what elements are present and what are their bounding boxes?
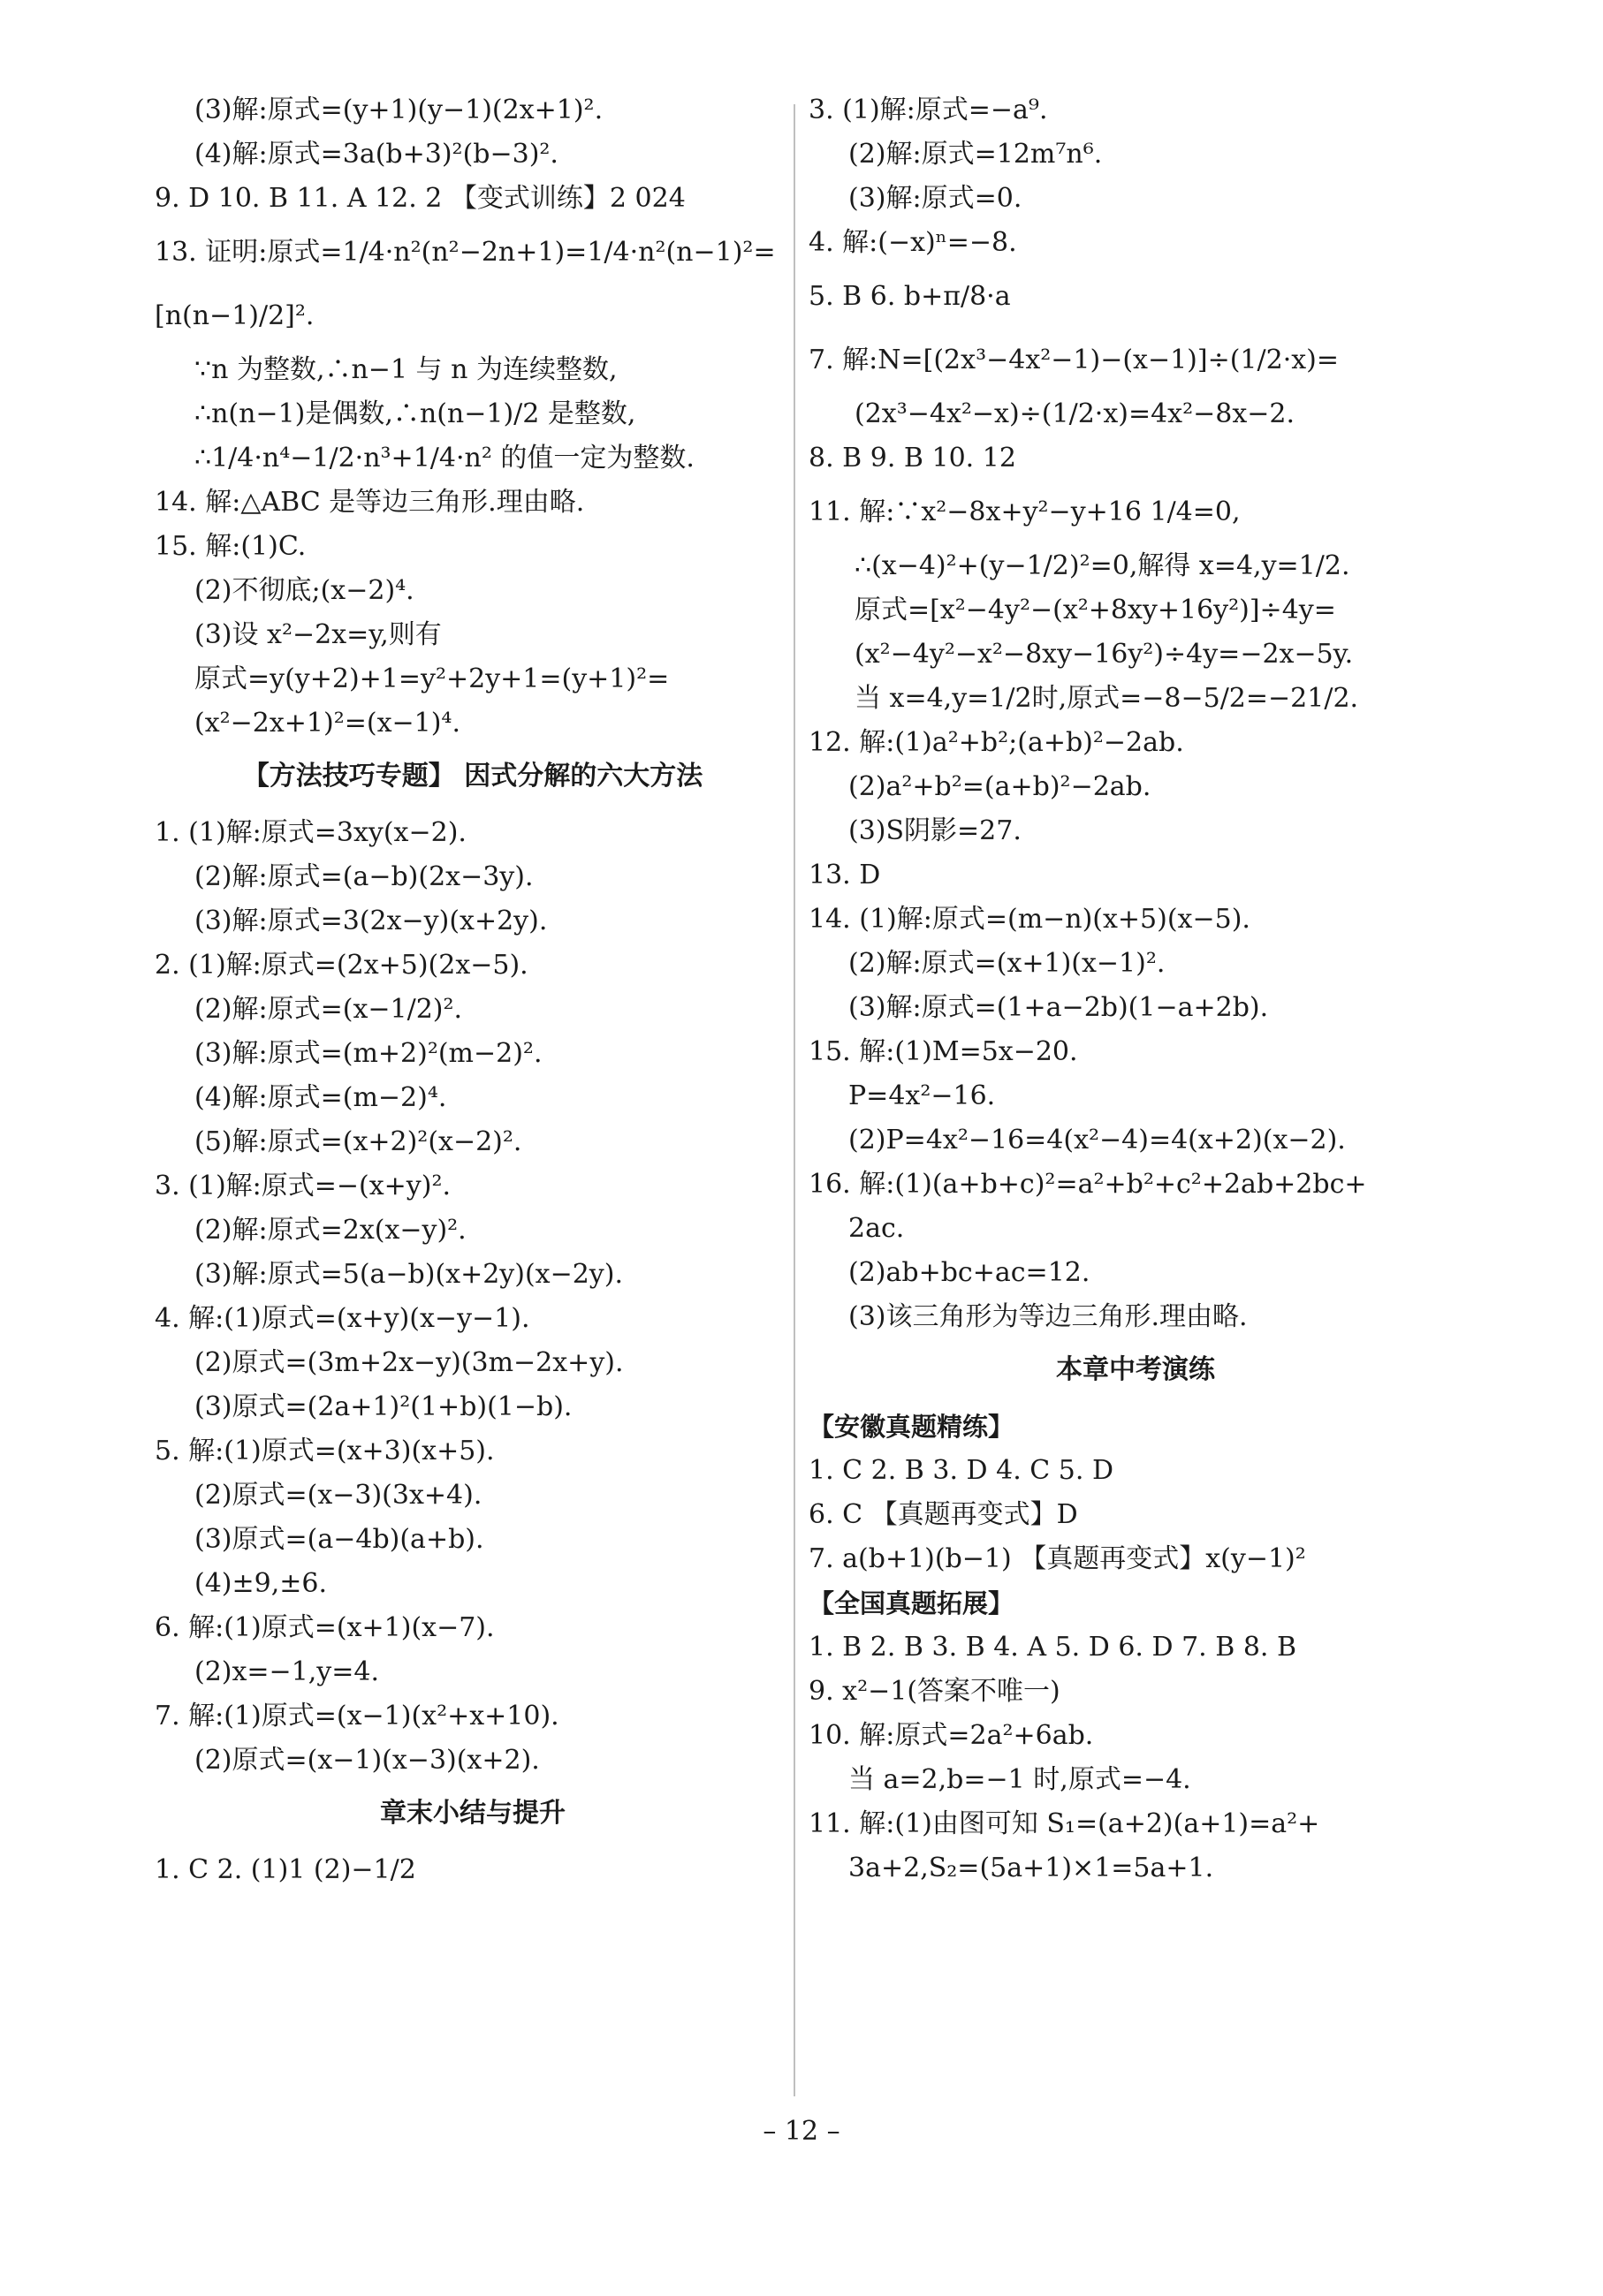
answer-line: ∴n(n−1)是偶数,∴n(n−1)/2 是整数,	[194, 398, 636, 429]
page-number: – 12 –	[763, 2116, 840, 2147]
answer-line: 3a+2,S₂=(5a+1)×1=5a+1.	[848, 1853, 1214, 1883]
answer-line: 10. 解:原式=2a²+6ab.	[809, 1720, 1094, 1751]
answer-line: (2)P=4x²−16=4(x²−4)=4(x+2)(x−2).	[848, 1125, 1346, 1156]
answer-line: [n(n−1)/2]².	[155, 300, 315, 331]
answer-line: (3)解:原式=(y+1)(y−1)(2x+1)².	[194, 95, 604, 125]
subsection-heading: 【安徽真题精练】	[809, 1412, 1014, 1442]
answer-line: (3)S阴影=27.	[848, 815, 1022, 846]
answer-line: 3. (1)解:原式=−(x+y)².	[155, 1171, 452, 1201]
answer-line: 7. 解:N=[(2x³−4x²−1)−(x−1)]÷(1/2·x)=	[809, 345, 1339, 375]
answer-line: 12. 解:(1)a²+b²;(a+b)²−2ab.	[809, 727, 1184, 758]
answer-line: (5)解:原式=(x+2)²(x−2)².	[194, 1126, 522, 1157]
answer-line: (3)解:原式=3(2x−y)(x+2y).	[194, 906, 548, 936]
answer-line: (4)解:原式=(m−2)⁴.	[194, 1082, 447, 1113]
answer-line: (3)解:原式=(m+2)²(m−2)².	[194, 1038, 543, 1069]
answer-line: ∵n 为整数,∴n−1 与 n 为连续整数,	[194, 354, 618, 385]
answer-line: (x²−2x+1)²=(x−1)⁴.	[194, 708, 460, 739]
answer-line: (2)原式=(x−3)(3x+4).	[194, 1480, 482, 1511]
answer-line: (3)解:原式=5(a−b)(x+2y)(x−2y).	[194, 1259, 623, 1290]
answer-line: 8. B 9. B 10. 12	[809, 443, 1016, 474]
answer-line: 9. x²−1(答案不唯一)	[809, 1676, 1060, 1707]
answer-line: (2)解:原式=12m⁷n⁶.	[848, 139, 1103, 170]
answer-line: (3)该三角形为等边三角形.理由略.	[848, 1301, 1248, 1332]
answer-line: 2ac.	[848, 1213, 905, 1244]
answer-line: (2)原式=(x−1)(x−3)(x+2).	[194, 1745, 540, 1776]
answer-line: (2)解:原式=(a−b)(2x−3y).	[194, 861, 534, 892]
answer-line: 当 x=4,y=1/2时,原式=−8−5/2=−21/2.	[855, 683, 1359, 714]
answer-line: 14. 解:△ABC 是等边三角形.理由略.	[155, 487, 585, 518]
answer-line: 5. 解:(1)原式=(x+3)(x+5).	[155, 1436, 495, 1466]
answer-line: (2)解:原式=(x−1/2)².	[194, 994, 463, 1025]
answer-line: (4)解:原式=3a(b+3)²(b−3)².	[194, 139, 558, 170]
answer-line: 3. (1)解:原式=−a⁹.	[809, 95, 1048, 125]
answer-line: (3)原式=(2a+1)²(1+b)(1−b).	[194, 1391, 573, 1422]
column-divider	[794, 104, 795, 2096]
answer-line: (3)解:原式=0.	[848, 183, 1022, 214]
section-heading: 【方法技巧专题】 因式分解的六大方法	[242, 761, 703, 792]
answer-line: (2)解:原式=(x+1)(x−1)².	[848, 948, 1166, 979]
answer-line: (2)原式=(3m+2x−y)(3m−2x+y).	[194, 1347, 624, 1378]
answer-line: 11. 解:(1)由图可知 S₁=(a+2)(a+1)=a²+	[809, 1808, 1320, 1839]
answer-line: 4. 解:(1)原式=(x+y)(x−y−1).	[155, 1303, 530, 1334]
answer-line: 4. 解:(−x)ⁿ=−8.	[809, 227, 1017, 258]
answer-line: 当 a=2,b=−1 时,原式=−4.	[848, 1764, 1191, 1795]
answer-line: (2)x=−1,y=4.	[194, 1656, 380, 1687]
answer-line: 6. 解:(1)原式=(x+1)(x−7).	[155, 1612, 495, 1643]
answer-line: 原式=y(y+2)+1=y²+2y+1=(y+1)²=	[194, 663, 670, 694]
answer-line: ∴1/4·n⁴−1/2·n³+1/4·n² 的值一定为整数.	[194, 443, 695, 474]
section-heading: 本章中考演练	[1056, 1354, 1215, 1385]
answer-line: 13. D	[809, 860, 881, 890]
answer-line: 1. (1)解:原式=3xy(x−2).	[155, 817, 467, 848]
answer-line: (3)解:原式=(1+a−2b)(1−a+2b).	[848, 992, 1269, 1023]
answer-line: 1. B 2. B 3. B 4. A 5. D 6. D 7. B 8. B	[809, 1632, 1297, 1663]
answer-line: 15. 解:(1)M=5x−20.	[809, 1036, 1078, 1067]
answer-line: (2)a²+b²=(a+b)²−2ab.	[848, 771, 1151, 802]
section-heading: 章末小结与提升	[380, 1798, 566, 1829]
answer-line: 1. C 2. (1)1 (2)−1/2	[155, 1854, 416, 1885]
answer-line: 7. 解:(1)原式=(x−1)(x²+x+10).	[155, 1701, 559, 1731]
answer-line: 9. D 10. B 11. A 12. 2 【变式训练】2 024	[155, 183, 686, 214]
answer-line: 原式=[x²−4y²−(x²+8xy+16y²)]÷4y=	[855, 595, 1336, 625]
answer-line: 6. C 【真题再变式】D	[809, 1499, 1078, 1530]
answer-line: 16. 解:(1)(a+b+c)²=a²+b²+c²+2ab+2bc+	[809, 1169, 1367, 1200]
answer-line: ∴(x−4)²+(y−1/2)²=0,解得 x=4,y=1/2.	[855, 550, 1350, 581]
left-column	[155, 88, 791, 1892]
answer-line: 2. (1)解:原式=(2x+5)(2x−5).	[155, 950, 528, 981]
answer-line: 5. B 6. b+π/8·a	[809, 281, 1011, 312]
answer-line: 13. 证明:原式=1/4·n²(n²−2n+1)=1/4·n²(n−1)²=	[155, 237, 776, 268]
answer-line: 15. 解:(1)C.	[155, 531, 307, 562]
answer-line: 1. C 2. B 3. D 4. C 5. D	[809, 1455, 1113, 1486]
answer-line: (3)设 x²−2x=y,则有	[194, 619, 442, 650]
answer-line: (4)±9,±6.	[194, 1568, 328, 1599]
answer-line: 14. (1)解:原式=(m−n)(x+5)(x−5).	[809, 904, 1250, 935]
answer-line: P=4x²−16.	[848, 1080, 996, 1111]
subsection-heading: 【全国真题拓展】	[809, 1588, 1014, 1618]
answer-line: 7. a(b+1)(b−1) 【真题再变式】x(y−1)²	[809, 1543, 1306, 1574]
answer-line: (x²−4y²−x²−8xy−16y²)÷4y=−2x−5y.	[855, 639, 1354, 670]
answer-line: (2)不彻底;(x−2)⁴.	[194, 575, 414, 606]
answer-line: 11. 解:∵x²−8x+y²−y+16 1/4=0,	[809, 496, 1241, 527]
answer-line: (2x³−4x²−x)÷(1/2·x)=4x²−8x−2.	[855, 398, 1295, 429]
right-column	[809, 88, 1462, 1891]
answer-line: (2)解:原式=2x(x−y)².	[194, 1215, 467, 1246]
answer-line: (2)ab+bc+ac=12.	[848, 1257, 1090, 1288]
answer-line: (3)原式=(a−4b)(a+b).	[194, 1524, 484, 1555]
